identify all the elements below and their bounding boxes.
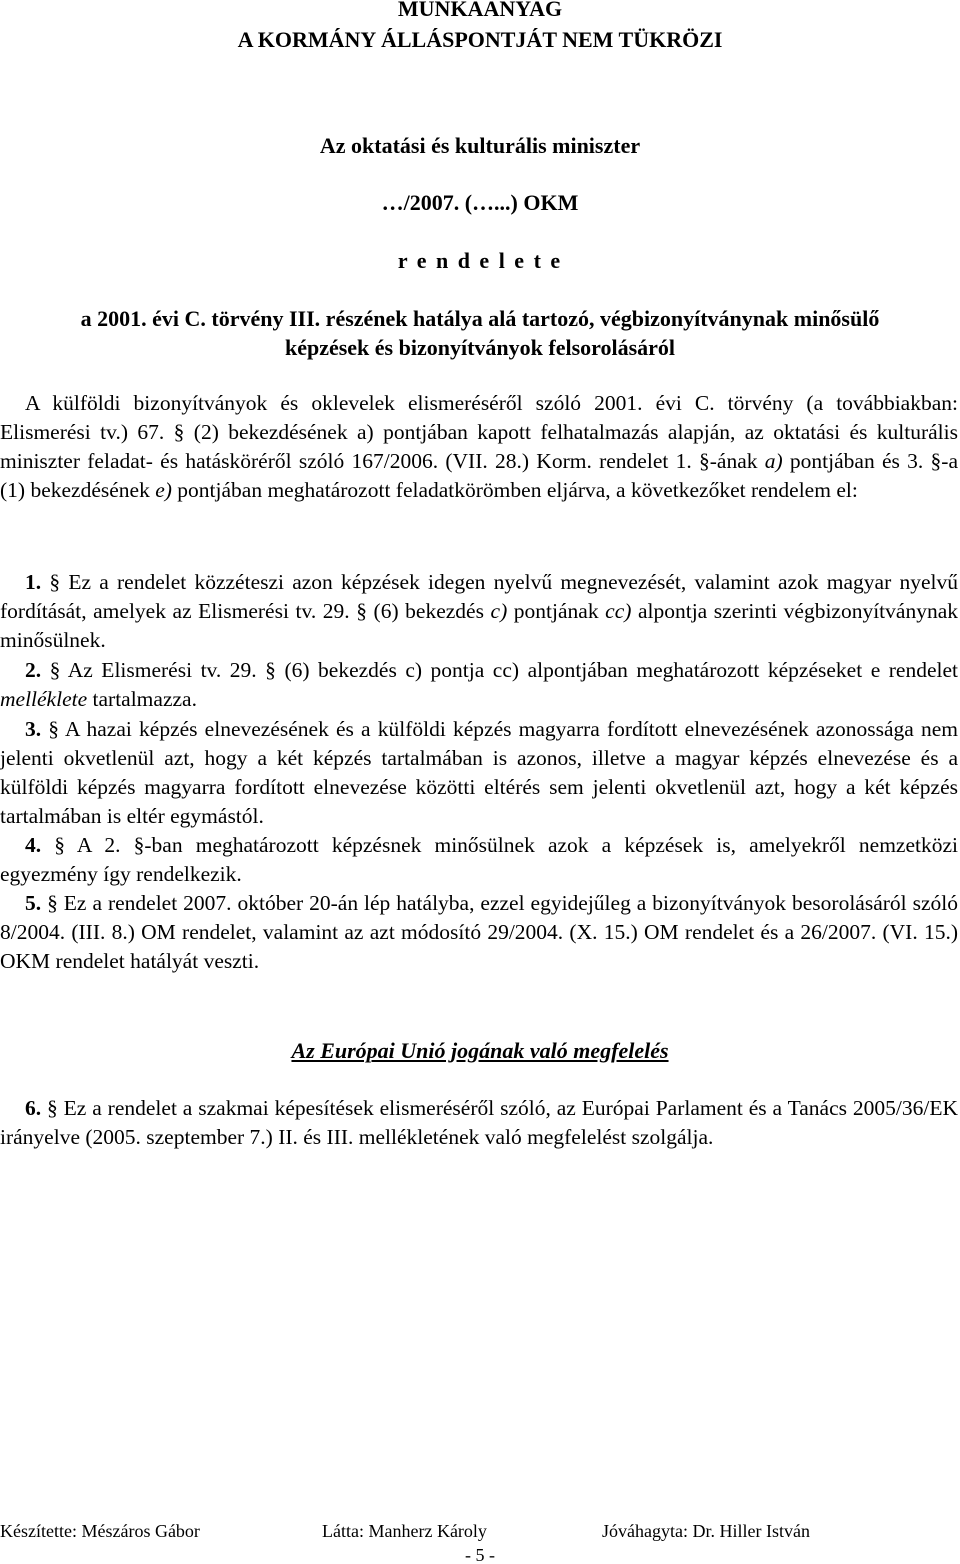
preamble-text-3: pontjában meghatározott feladatkörömben eljárva, a következőket rendelem el:: [171, 478, 858, 502]
eu-compliance-title: Az Európai Unió jogának való megfelelés: [291, 1038, 669, 1063]
preamble-text-1: A külföldi bizonyítványok és oklevelek elismeréséről szóló 2001. évi C. törvény (a továbbiakban: Elismerési tv.) 67. § (2) bekezdésének a) pontjában kapott felhatalmazás alapján, az oktatási és kulturális miniszter feladat- és hatásköréről szóló 167/2006. (VII. 28.) Korm. rendelet 1. §-ának: [0, 391, 958, 473]
section-2-italic-1: melléklete: [0, 687, 88, 711]
section-6-text: § Ez a rendelet a szakmai képesítések elismeréséről szóló, az Európai Parlament és a Tanács 2005/36/EK irányelve (2005. szeptember 7.) II. és III. mellékletének való megfelelést szolgálja.: [0, 1096, 958, 1149]
issuer-line: Az oktatási és kulturális miniszter: [319, 133, 641, 158]
page-number: - 5 -: [465, 1545, 495, 1564]
section-4-text: § A 2. §-ban meghatározott képzésnek minősülnek azok a képzések is, amelyekről nemzetközi egyezmény így rendelkezik.: [0, 833, 958, 886]
footer-prepared-by: Készítette: Mészáros Gábor: [0, 1521, 200, 1541]
section-4-number: 4.: [25, 833, 42, 857]
section-3: [0, 715, 958, 831]
preamble-italic-2: e): [155, 478, 172, 502]
section-1-text-2: pontjának: [507, 599, 606, 623]
section-2: [0, 656, 958, 714]
section-1-text-3: alpontja szerinti végbizonyítványnak minősülnek.: [0, 599, 958, 652]
section-6-number: 6.: [25, 1096, 42, 1120]
footer-seen-by: Látta: Manherz Károly: [322, 1521, 487, 1541]
section-6: [0, 1094, 958, 1152]
section-5-number: 5.: [25, 891, 42, 915]
decree-subject-line2: képzések és bizonyítványok felsorolásáról: [284, 335, 676, 360]
decree-number: …/2007. (…...) OKM: [381, 190, 579, 215]
preamble-italic-1: a): [764, 449, 783, 473]
footer-approved-by: Jóváhagyta: Dr. Hiller István: [602, 1521, 810, 1541]
section-3-text: § A hazai képzés elnevezésének és a külföldi képzés magyarra fordított elnevezésének azonossága nem jelenti okvetlenül azt, hogy a két képzés tartalmában is azonos, illetve a magyar képzés elnevezése és a külföldi képzés magyarra fordított elnevezése közötti eltérés sem jelenti okvetlenül azt, hogy a két képzés tartalmában is eltér egymástól.: [0, 717, 958, 828]
section-1-italic-1: c): [490, 599, 508, 623]
section-2-number: 2.: [25, 658, 42, 682]
draft-label: MUNKAANYAG: [397, 0, 563, 21]
section-2-text-1: § Az Elismerési tv. 29. § (6) bekezdés c) pontja cc) alpontjában meghatározott képzéseket e rendelet: [41, 658, 958, 682]
section-2-text-2: tartalmazza.: [87, 687, 197, 711]
section-1-number: 1.: [25, 570, 42, 594]
preamble-paragraph: [0, 389, 958, 505]
preamble-text-2: pontjában és 3. §-a (1) bekezdésének: [0, 449, 958, 502]
section-5: [0, 889, 958, 976]
draft-disclaimer: A KORMÁNY ÁLLÁSPONTJÁT NEM TÜKRÖZI: [237, 27, 723, 52]
section-4: [0, 831, 958, 889]
section-1: [0, 568, 958, 655]
decree-subject-line1: a 2001. évi C. törvény III. részének hatálya alá tartozó, végbizonyítványnak minősülő: [80, 306, 880, 331]
decree-type: r e n d e l e t e: [397, 248, 563, 273]
section-3-number: 3.: [25, 717, 42, 741]
section-1-text-1: § Ez a rendelet közzéteszi azon képzések idegen nyelvű megnevezését, valamint azok magyar nyelvű fordítását, amelyek az Elismerési tv. 29. § (6) bekezdés: [0, 570, 958, 623]
section-1-italic-2: cc): [605, 599, 632, 623]
section-5-text: § Ez a rendelet 2007. október 20-án lép hatályba, ezzel egyidejűleg a bizonyítványok besorolásáról szóló 8/2004. (III. 8.) OM rendelet, valamint az azt módosító 29/2004. (X. 15.) OM rendelet és a 26/2007. (VI. 15.) OKM rendelet hatályát veszti.: [0, 891, 958, 973]
